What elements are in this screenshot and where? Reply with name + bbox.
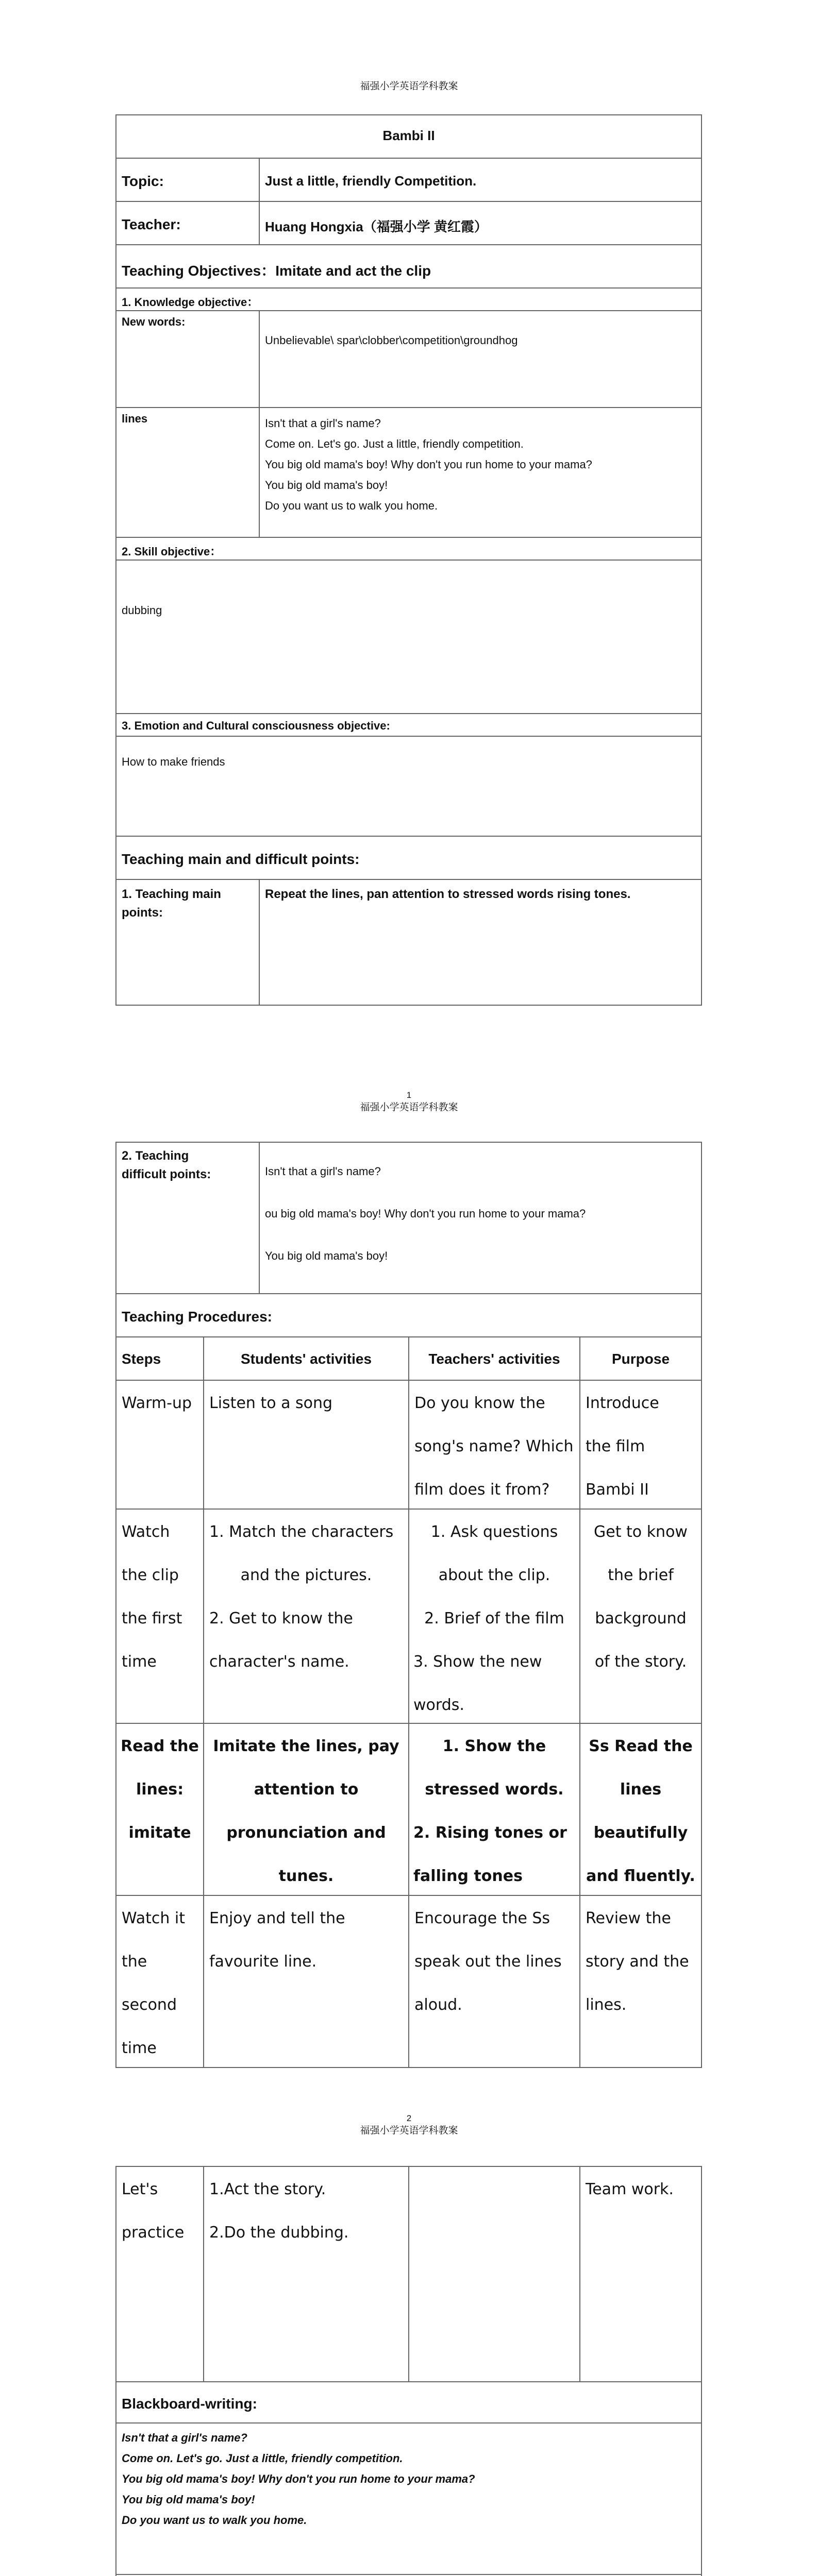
col-header-teachers	[408, 1336, 580, 1381]
row1-purpose-line-2: the film	[586, 1437, 645, 1455]
table-row-2-students	[203, 1509, 409, 1724]
row2-teachers-line-5: words.	[413, 1696, 464, 1714]
objectives-heading-cell	[115, 244, 702, 289]
row3-purpose-line-2: lines	[620, 1781, 662, 1799]
row5-students-line-2: 2.Do the dubbing.	[209, 2224, 349, 2242]
topic-label: Topic:	[122, 173, 164, 189]
row5-purpose-line-1: Team work.	[586, 2180, 674, 2198]
skill-cell	[115, 560, 702, 714]
blackboard-line-4: You big old mama's boy!	[122, 2493, 255, 2506]
row2-steps-line-1: Watch	[122, 1523, 170, 1541]
blackboard-line-3: You big old mama's boy! Why don't you run home to your mama?	[122, 2472, 475, 2485]
difficult-points-label-1: 2. Teaching	[122, 1149, 189, 1163]
col-header-teachers-text: Teachers' activities	[428, 1351, 560, 1367]
row4-purpose-line-1: Review the	[586, 1909, 671, 1927]
new-words-label-cell	[115, 310, 260, 408]
row3-students-line-2: attention to	[254, 1781, 359, 1799]
table-row-1-steps	[115, 1380, 204, 1510]
blackboard-heading-cell	[115, 2381, 702, 2424]
row1-steps-line: Warm-up	[122, 1394, 192, 1412]
table-row-2-purpose	[579, 1509, 702, 1724]
introspection-heading-cell	[115, 2574, 702, 2576]
row2-purpose-line-2: the brief	[608, 1566, 674, 1584]
procedures-heading: Teaching Procedures:	[122, 1309, 273, 1325]
lines-label-cell	[115, 407, 260, 538]
table-row-2-steps	[115, 1509, 204, 1724]
row3-students-line-1: Imitate the lines, pay	[213, 1737, 399, 1755]
row2-steps-line-4: time	[122, 1653, 157, 1671]
row2-teachers-line-1: 1. Ask questions	[430, 1523, 558, 1541]
difficult-points-label-2: difficult points:	[122, 1167, 211, 1181]
table-row-3-steps	[115, 1723, 204, 1896]
table-row-3-students	[203, 1723, 409, 1896]
topic-value: Just a little, friendly Competition.	[265, 173, 477, 189]
procedures-heading-cell	[115, 1293, 702, 1337]
row2-teachers-line-3: 2. Brief of the film	[424, 1609, 564, 1628]
difficult-line-3: You big old mama's boy!	[265, 1249, 388, 1262]
blackboard-line-2: Come on. Let's go. Just a little, friendly competition.	[122, 2452, 403, 2465]
difficult-points-label-cell	[115, 1142, 260, 1294]
row2-steps-line-3: the first	[122, 1609, 182, 1628]
table-row-4-teachers	[408, 1895, 580, 2068]
row4-purpose-line-3: lines.	[586, 1996, 627, 2014]
row3-teachers-line-1: 1. Show the	[442, 1737, 546, 1755]
blackboard-heading: Blackboard-writing:	[122, 2396, 257, 2412]
col-header-purpose	[579, 1336, 702, 1381]
main-points-label-cell	[115, 879, 260, 1006]
col-header-purpose-text: Purpose	[611, 1351, 670, 1367]
row3-students-line-3: pronunciation and	[226, 1824, 386, 1842]
difficult-line-2: ou big old mama's boy! Why don't you run home to your mama?	[265, 1207, 586, 1220]
row4-steps-line-3: second	[122, 1996, 177, 2014]
lines-line-2: Come on. Let's go. Just a little, friendly competition.	[265, 437, 524, 450]
new-words-cell	[259, 310, 702, 408]
emotion-heading-cell	[115, 713, 702, 737]
page-number-2: 2	[406, 2113, 412, 2123]
row1-students-line: Listen to a song	[209, 1394, 333, 1412]
title-cell	[115, 114, 702, 159]
table-row-4-steps	[115, 1895, 204, 2068]
blackboard-cell	[115, 2422, 702, 2575]
row2-purpose-line-3: background	[595, 1609, 687, 1628]
table-row-2-teachers	[408, 1509, 580, 1724]
row4-students-line-1: Enjoy and tell the	[209, 1909, 345, 1927]
row3-purpose-line-3: beautifully	[593, 1824, 688, 1842]
row3-steps-line-3: imitate	[128, 1824, 191, 1842]
lines-cell	[259, 407, 702, 538]
table-row-5-students	[203, 2166, 409, 2382]
difficult-points-cell	[259, 1142, 702, 1294]
blackboard-line-1: Isn't that a girl's name?	[122, 2431, 247, 2444]
main-points-heading-cell	[115, 836, 702, 880]
difficult-line-1: Isn't that a girl's name?	[265, 1165, 381, 1178]
row2-students-line-4: character's name.	[209, 1653, 349, 1671]
row4-purpose-line-2: story and the	[586, 1953, 689, 1971]
lines-line-1: Isn't that a girl's name?	[265, 417, 381, 430]
main-points-label-2: points:	[122, 906, 163, 920]
row2-students-line-1: 1. Match the characters	[209, 1523, 394, 1541]
knowledge-heading: 1. Knowledge objective：	[122, 296, 259, 309]
row1-purpose-line-1: Introduce	[586, 1394, 659, 1412]
row2-steps-line-2: the clip	[122, 1566, 179, 1584]
row2-teachers-line-2: about the clip.	[438, 1566, 550, 1584]
row2-purpose-line-1: Get to know	[594, 1523, 688, 1541]
skill-heading: 2. Skill objective：	[122, 545, 222, 558]
teacher-value-cell	[259, 201, 702, 245]
row4-teachers-line-2: speak out the lines	[414, 1953, 562, 1971]
row2-teachers-line-4: 3. Show the new	[413, 1653, 542, 1671]
lines-line-4: You big old mama's boy!	[265, 479, 388, 492]
row4-steps-line-4: time	[122, 2039, 157, 2057]
teacher-label: Teacher:	[122, 216, 181, 232]
main-points-cell	[259, 879, 702, 1006]
row2-students-line-2: and the pictures.	[240, 1566, 372, 1584]
row3-purpose-line-1: Ss Read the	[589, 1737, 693, 1755]
lines-line-5: Do you want us to walk you home.	[265, 499, 438, 512]
main-points-label-1: 1. Teaching main	[122, 887, 221, 901]
table-row-4-purpose	[579, 1895, 702, 2068]
row5-students-line-1: 1.Act the story.	[209, 2180, 326, 2198]
col-header-students	[203, 1336, 409, 1381]
row3-steps-line-2: lines:	[136, 1781, 184, 1799]
table-row-4-students	[203, 1895, 409, 2068]
row4-teachers-line-3: aloud.	[414, 1996, 462, 2014]
main-points-heading: Teaching main and difficult points:	[122, 851, 360, 867]
page-header: 福强小学英语学科教案	[360, 80, 458, 92]
table-row-1-teachers	[408, 1380, 580, 1510]
lines-line-3: You big old mama's boy! Why don't you run home to your mama?	[265, 458, 592, 471]
col-header-students-text: Students' activities	[240, 1351, 372, 1367]
col-header-steps	[115, 1336, 204, 1381]
table-row-1-purpose	[579, 1380, 702, 1510]
row3-teachers-line-4: falling tones	[413, 1867, 523, 1885]
row3-purpose-line-4: and fluently.	[586, 1867, 695, 1885]
skill-heading-cell	[115, 537, 702, 561]
page-header: 福强小学英语学科教案	[360, 2125, 458, 2136]
emotion-cell	[115, 736, 702, 837]
table-row-3-purpose	[579, 1723, 702, 1896]
row3-steps-line-1: Read the	[121, 1737, 199, 1755]
doc-title: Bambi II	[382, 128, 435, 143]
row4-steps-line-1: Watch it	[122, 1909, 186, 1927]
row4-students-line-2: favourite line.	[209, 1953, 317, 1971]
teacher-value: Huang Hongxia（福强小学 黄红霞）	[265, 219, 488, 234]
row3-teachers-line-2: stressed words.	[425, 1781, 564, 1799]
row1-purpose-line-3: Bambi II	[586, 1481, 649, 1499]
row1-teachers-line-3: film does it from?	[414, 1481, 550, 1499]
knowledge-heading-cell	[115, 287, 702, 311]
col-header-steps-text: Steps	[122, 1351, 161, 1367]
row5-steps-line-2: practice	[122, 2224, 185, 2242]
new-words-label: New words:	[122, 315, 186, 328]
table-row-5-teachers	[408, 2166, 580, 2382]
topic-value-cell	[259, 158, 702, 202]
row3-students-line-4: tunes.	[278, 1867, 334, 1885]
objectives-heading: Teaching Objectives：Imitate and act the clip	[122, 263, 431, 279]
main-points-text: Repeat the lines, pan attention to stressed words rising tones.	[265, 887, 631, 901]
row1-teachers-line-2: song's name? Which	[414, 1437, 574, 1455]
row2-students-line-3: 2. Get to know the	[209, 1609, 353, 1628]
table-row-3-teachers	[408, 1723, 580, 1896]
emotion-text: How to make friends	[122, 755, 225, 768]
blackboard-line-5: Do you want us to walk you home.	[122, 2514, 307, 2527]
new-words-text: Unbelievable\ spar\clobber\competition\groundhog	[265, 334, 518, 347]
lines-label: lines	[122, 412, 148, 425]
table-row-1-students	[203, 1380, 409, 1510]
row2-purpose-line-4: of the story.	[594, 1653, 687, 1671]
row5-steps-line-1: Let's	[122, 2180, 158, 2198]
table-row-5-purpose	[579, 2166, 702, 2382]
row4-teachers-line-1: Encourage the Ss	[414, 1909, 550, 1927]
row4-steps-line-2: the	[122, 1953, 147, 1971]
row3-teachers-line-3: 2. Rising tones or	[413, 1824, 567, 1842]
skill-text: dubbing	[122, 604, 162, 617]
table-row-5-steps	[115, 2166, 204, 2382]
topic-label-cell	[115, 158, 260, 202]
page-header: 福强小学英语学科教案	[360, 1101, 458, 1113]
emotion-heading: 3. Emotion and Cultural consciousness objective:	[122, 719, 390, 732]
row1-teachers-line-1: Do you know the	[414, 1394, 545, 1412]
teacher-label-cell	[115, 201, 260, 245]
page-number-1: 1	[406, 1090, 412, 1100]
